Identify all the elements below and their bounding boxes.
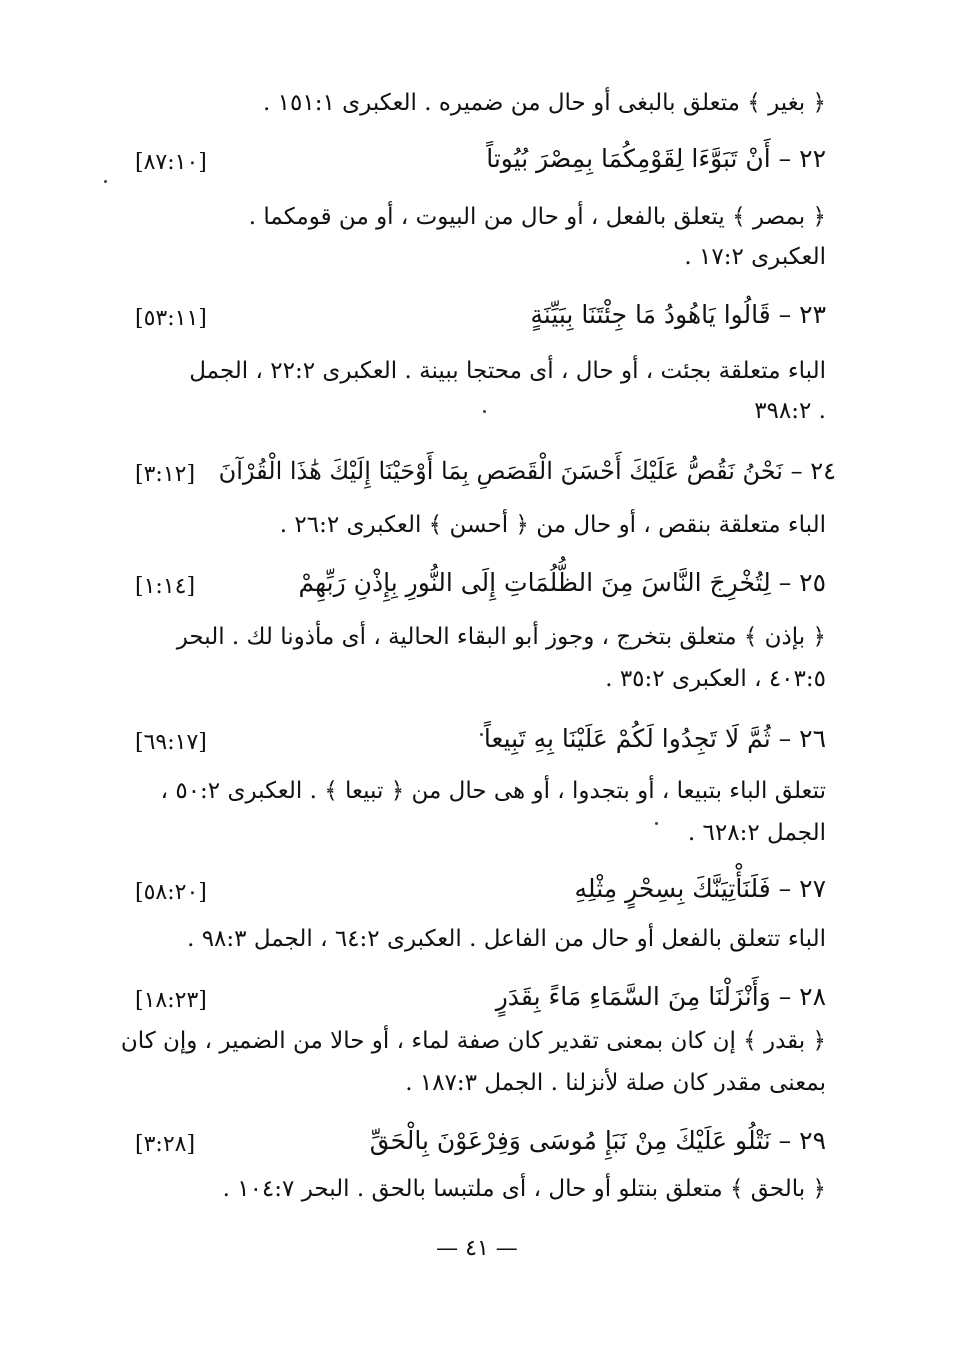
verse-27-line: ٢٧ – فَلَنَأْتِيَنَّكَ بِسِحْرٍ مِثْلِهِ [574,874,826,903]
scan-speck [483,410,486,413]
verse-29-reference: [٣:٢٨] [135,1132,196,1157]
text-line: ﴿ بغير ﴾ متعلق بالبغى أو حال من ضميره . العكبرى ١٥١:١ . [263,90,826,116]
verse-22-line: ٢٢ – أَنْ تَبَوَّءَا لِقَوْمِكُمَا بِمِصْرَ بُيُوتاً [486,144,826,173]
text-line: تتعلق الباء بتبيعا ، أو بتجدوا ، أو هى حال من ﴿ تبيعا ﴾ . العكبرى ٥٠:٢ ، [160,778,826,804]
verse-24-reference: [٣:١٢] [135,462,196,487]
text-line: . ٣٩٨:٢ [754,398,826,424]
verse-25-line: ٢٥ – لِتُخْرِجَ النَّاسَ مِنَ الظُّلُمَاتِ إِلَى النُّورِ بِإِذْنِ رَبِّهِمْ [298,568,826,597]
verse-23-reference: [٥٣:١١] [135,306,207,331]
verse-24-line: ٢٤ – نَحْنُ نَقُصُّ عَلَيْكَ أَحْسَنَ الْقَصَصِ بِمَا أَوْحَيْنَا إِلَيْكَ هَٰذَا الْقُرْآنَ [218,457,836,485]
scan-speck [104,180,107,183]
verse-28-reference: [١٨:٢٣] [135,988,207,1013]
text-line: الباء تتعلق بالفعل أو حال من الفاعل . العكبرى ٦٤:٢ ، الجمل ٩٨:٣ . [187,926,826,952]
text-line: العكبرى ١٧:٢ . [684,244,826,270]
verse-26-line: ٢٦ – ثُمَّ لَا تَجِدُوا لَكُمْ عَلَيْنَا بِهِ تَبِيعاً [483,724,826,753]
text-line: ﴿ بإذن ﴾ متعلق بتخرج ، وجوز أبو البقاء الحالية ، أى مأذونا لك . البحر [176,624,826,650]
text-line: ﴿ بمصر ﴾ يتعلق بالفعل ، أو حال من البيوت ، أو من قومكما . [248,204,826,230]
verse-23-line: ٢٣ – قَالُوا يَاهُودُ مَا جِئْتَنَا بِبَيِّنَةٍ [530,300,826,329]
verse-28-line: ٢٨ – وَأَنْزَلْنَا مِنَ السَّمَاءِ مَاءً بِقَدَرٍ [495,982,826,1011]
text-line: ٤٠٣:٥ ، العكبرى ٣٥:٢ . [605,666,826,692]
scan-speck [480,733,483,736]
text-line: ﴿ بالحق ﴾ متعلق بنتلو أو حال ، أى ملتبسا بالحق . البحر ١٠٤:٧ . [222,1176,826,1202]
page-number: — ٤١ — [436,1236,518,1261]
verse-25-reference: [١:١٤] [135,574,196,599]
text-line: ﴿ بقدر ﴾ إن كان بمعنى تقدير كان صفة لماء ، أو حالا من الضمير ، وإن كان [120,1028,826,1054]
text-line: الباء متعلقة بنقص ، أو حال من ﴿ أحسن ﴾ العكبرى ٢٦:٢ . [279,512,826,538]
scan-speck [655,822,658,825]
text-line: بمعنى مقدر كان صلة لأنزلنا . الجمل ١٨٧:٣ . [405,1070,826,1096]
verse-22-reference: [٨٧:١٠] [135,150,207,175]
text-line: الجمل ٦٢٨:٢ . [687,820,826,846]
verse-27-reference: [٥٨:٢٠] [135,880,207,905]
verse-26-reference: [٦٩:١٧] [135,730,207,755]
verse-29-line: ٢٩ – نَتْلُو عَلَيْكَ مِنْ نَبَإِ مُوسَى وَفِرْعَوْنَ بِالْحَقِّ [369,1126,826,1155]
text-line: الباء متعلقة بجئت ، أو حال ، أى محتجا ببينة . العكبرى ٢٢:٢ ، الجمل [189,358,826,384]
